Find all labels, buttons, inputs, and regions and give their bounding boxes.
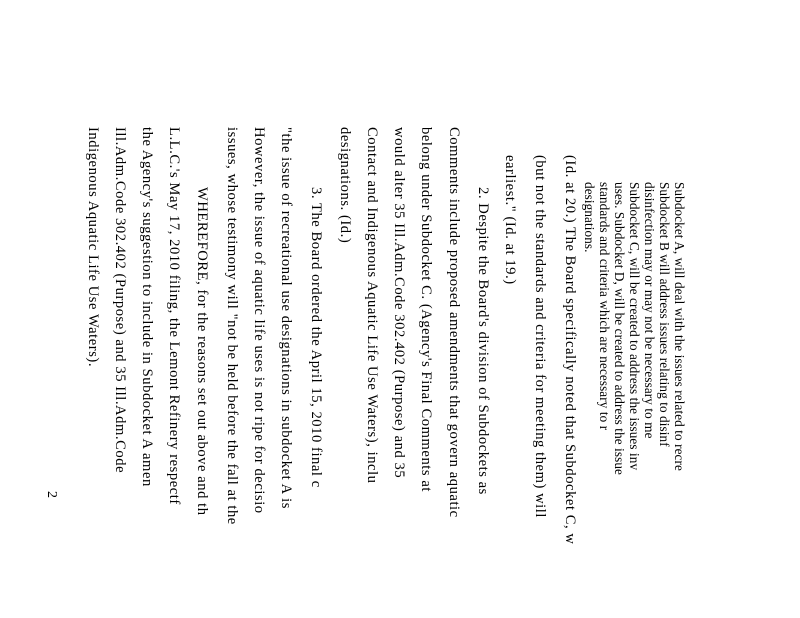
body-text-line: earliest." (Id. at 19.)	[502, 155, 518, 285]
body-text-line: (Id. at 20.) The Board specifically noted that Subdocket C, w	[562, 155, 578, 545]
block-quote-line: Subdocket A, will deal with the issues related to recre	[672, 182, 687, 471]
body-text-line: Ill.Adm.Code 302.402 (Purpose) and 35 Ill.Adm.Code	[112, 127, 128, 474]
body-text-line: "the issue of recreational use designations in subdocket A is	[278, 127, 294, 509]
block-quote-line: disinfection may or may not be necessary to me	[642, 182, 657, 439]
body-text-line: the Agency's suggestion to include in Subdocket A amen	[139, 127, 155, 487]
body-text-line: 3. The Board ordered the April 15, 2010 final c	[308, 187, 324, 488]
body-text-line: WHEREFORE, for the reasons set out above and th	[194, 187, 210, 516]
body-text-line: belong under Subdocket C. (Agency's Final Comments at	[418, 127, 434, 492]
body-text-line: L.L.C.'s May 17, 2010 filing, the Lemont Refinery respectf	[166, 127, 182, 505]
body-text-line: (but not the standards and criteria for meeting them) will	[532, 155, 548, 518]
body-text-line: 2. Despite the Board's division of Subdockets as	[475, 187, 491, 495]
body-text-line: Comments include proposed amendments that govern aquatic	[446, 127, 462, 518]
block-quote-line: designations.	[582, 182, 597, 253]
block-quote-line: Subdocket B will address issues relating to disinf	[657, 182, 672, 447]
block-quote-line: uses. Subdocket D, will be created to address the issue	[612, 182, 627, 475]
body-text-line: Indigenous Aquatic Life Use Waters).	[85, 127, 101, 368]
block-quote-line: standards and criteria which are necessary to r	[597, 182, 612, 431]
body-text-line: Contact and Indigenous Aquatic Life Use Waters), inclu	[364, 127, 380, 484]
body-text-line: would alter 35 Ill.Adm.Code 302.402 (Purpose) and 35	[391, 127, 407, 479]
block-quote-line: Subdocket C, will be created to address the issues inv	[627, 182, 642, 471]
page-number: 2	[44, 491, 59, 498]
body-text-line: designations. (Id.)	[337, 127, 353, 244]
body-text-line: However, the issue of aquatic life uses is not ripe for decisio	[251, 127, 267, 514]
body-text-line: issues, whose testimony will "not be held before the fall at the	[224, 127, 240, 525]
